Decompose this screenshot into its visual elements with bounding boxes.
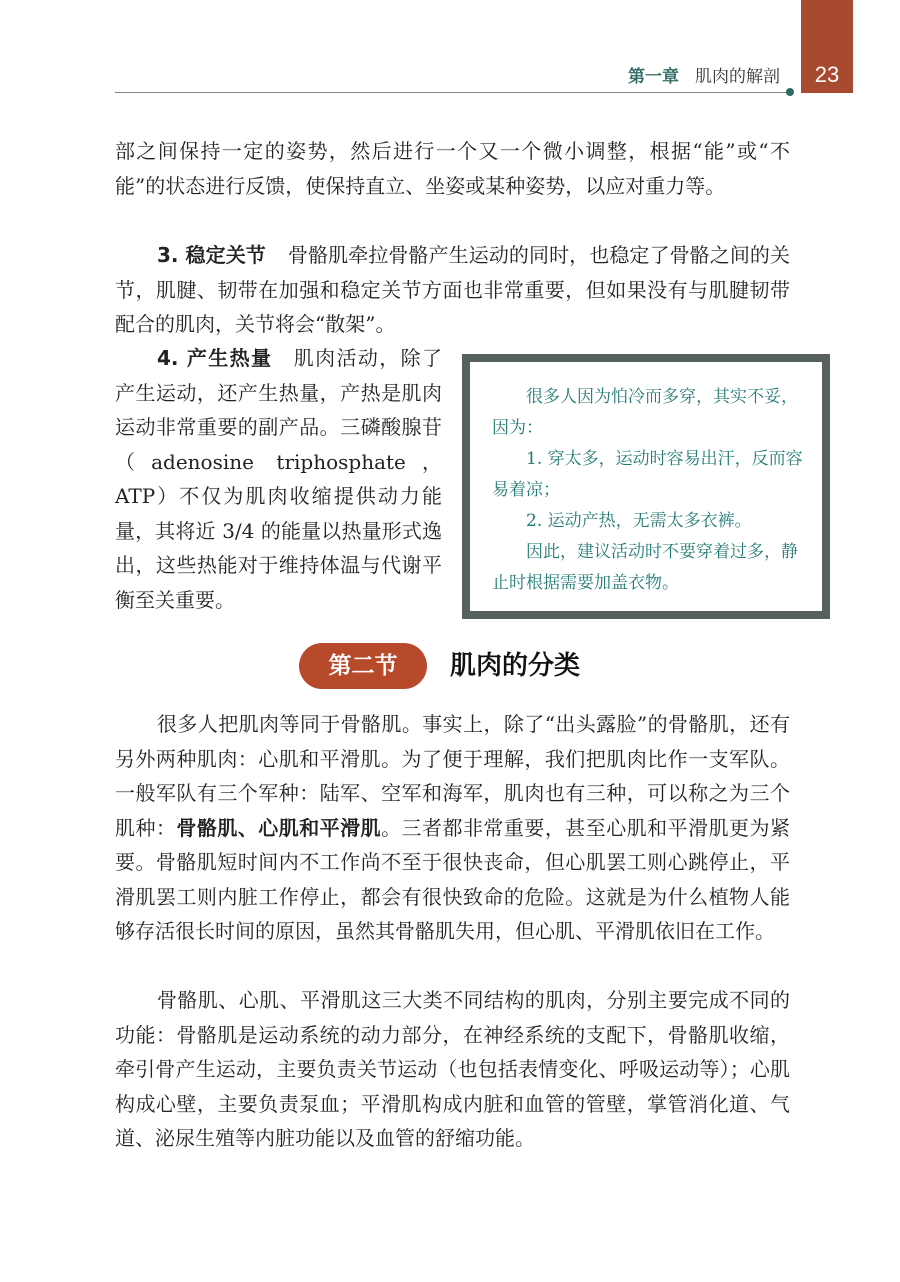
page-number: 23 [814, 62, 840, 87]
section-badge: 第二节 [299, 643, 427, 689]
classification-paragraph-2 [115, 983, 790, 1156]
header-rule [115, 92, 788, 93]
tip-box [462, 354, 830, 619]
para1-text-after: 。三者都非常重要，甚至心肌和平滑肌更为紧要。骨骼肌短时间内不工作尚不至于很快丧命，但心肌罢工则心跳停止，平滑肌罢工则内脏工作停止，都会有很快致命的危险。这就是为什么植物人能够存活很长时间的原因，虽然其骨骼肌失用，但心肌、平滑肌依旧在工作。 [115, 815, 790, 943]
chapter-label: 第一章 [628, 67, 679, 87]
classification-paragraph-1 [115, 707, 790, 949]
item3-text: 骨骼肌牵拉骨骼产生运动的同时，也稳定了骨骼之间的关节，肌腱、韧带在加强和稳定关节方面也非常重要，但如果没有与肌腱韧带配合的肌肉，关节将会“散架”。 [115, 243, 791, 336]
para1-text-before: 很多人把肌肉等同于骨骼肌。事实上，除了“出头露脸”的骨骼肌，还有另外两种肌肉：心肌和平滑肌。为了便于理解，我们把肌肉比作一支军队。一般军队有三个军种：陆军、空军和海军，肌肉也有三种，可以称之为三个肌种： [115, 712, 790, 840]
tip-line-4: 因此，建议活动时不要穿着过多，静止时根据需要加盖衣物。 [492, 542, 798, 593]
chapter-title: 肌肉的解剖 [695, 67, 780, 87]
tip-line-3: 2. 运动产热，无需太多衣裤。 [526, 511, 752, 531]
item4-text: 肌肉活动，除了产生运动，还产生热量，产热是肌肉运动非常重要的副产品。三磷酸腺苷（adenosine triphosphate，ATP）不仅为肌肉收缩提供动力能量，其将近 3/4 的能量以热量形式逸出，这些热能对于维持体温与代谢平衡至关重要。 [115, 346, 442, 612]
header-rule-dot [786, 88, 794, 96]
intro-paragraph [115, 134, 790, 203]
para1-bold-terms: 骨骼肌、心肌和平滑肌 [176, 815, 382, 840]
intro-text: 部之间保持一定的姿势，然后进行一个又一个微小调整，根据“能”或“不能”的状态进行反馈，使保持直立、坐姿或某种姿势，以应对重力等。 [115, 139, 790, 198]
item4-title: 4. 产生热量 [157, 346, 273, 370]
item3-title: 3. 稳定关节 [157, 243, 266, 267]
running-head [628, 62, 780, 87]
tip-line-1: 很多人因为怕冷而多穿，其实不妥，因为： [492, 387, 798, 438]
item-produce-heat [115, 341, 442, 617]
tip-line-2: 1. 穿太多，运动时容易出汗，反而容易着凉； [492, 449, 803, 500]
section-title: 肌肉的分类 [450, 651, 581, 681]
para2-text: 骨骼肌、心肌、平滑肌这三大类不同结构的肌肉，分别主要完成不同的功能：骨骼肌是运动系统的动力部分，在神经系统的支配下，骨骼肌收缩，牵引骨产生运动，主要负责关节运动（也包括表情变化、呼吸运动等）；心肌构成心壁，主要负责泵血；平滑肌构成内脏和血管的管壁，掌管消化道、气道、泌尿生殖等内脏功能以及血管的舒缩功能。 [115, 988, 790, 1150]
item-stabilize-joints [115, 238, 790, 342]
